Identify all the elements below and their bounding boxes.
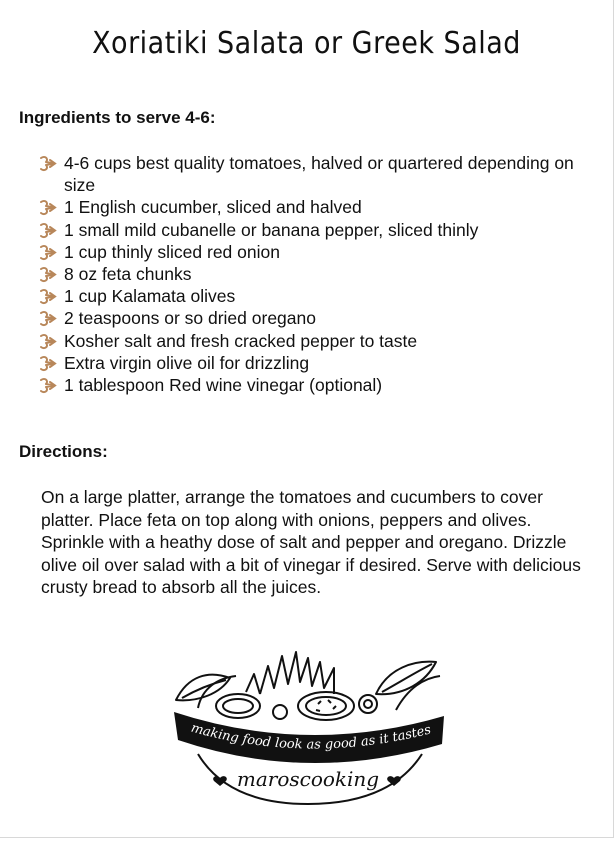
ingredient-item [38,374,578,396]
ingredient-text: 4-6 cups best quality tomatoes, halved or quartered depending on size [64,153,574,196]
chevron-heart-icon [38,310,60,327]
ingredient-text: 1 tablespoon Red wine vinegar (optional) [64,375,383,396]
ingredient-text: 1 small mild cubanelle or banana pepper, sliced thinly [64,219,479,240]
chevron-heart-icon [38,199,60,216]
ingredients-heading: Ingredients to serve 4-6: [19,108,216,127]
ingredient-item [38,352,578,374]
chevron-heart-icon [38,266,60,283]
heart-icon [213,776,227,786]
chevron-heart-icon [38,288,60,305]
ingredient-item [38,219,578,241]
ingredient-text: 1 cup Kalamata olives [64,286,236,307]
ingredient-text: 1 cup thinly sliced red onion [64,241,280,262]
logo-tagline: making food look as good as it tastes [189,720,433,753]
ingredient-item [38,307,578,329]
chevron-heart-icon [38,222,60,239]
ingredient-item [38,330,578,352]
ingredient-text: Kosher salt and fresh cracked pepper to taste [64,330,418,351]
chevron-heart-icon [38,333,60,350]
ingredient-item [38,241,578,263]
directions-heading: Directions: [19,442,108,461]
chevron-heart-icon [38,377,60,394]
chevron-heart-icon [38,355,60,372]
ingredient-item [38,263,578,285]
chevron-heart-icon [38,244,60,261]
chevron-heart-icon [38,155,60,172]
ingredient-text: Extra virgin olive oil for drizzling [64,352,310,373]
maroscooking-logo [168,648,448,808]
ingredient-item [38,152,578,196]
recipe-title: Xoriatiki Salata or Greek Salad [92,26,521,61]
salad-greens-icon [176,652,440,720]
ingredient-item [38,196,578,218]
directions-text: On a large platter, arrange the tomatoes and cucumbers to cover platter. Place feta on top along with onions, peppers and olives. Sprinkle with a heathy dose of salt and pepper and oregano. Drizzle olive oil over salad with a bit of vinegar if desired. Serve with delicious crusty bread to absorb all the juices. [41,487,581,597]
ingredient-text: 2 teaspoons or so dried oregano [64,308,316,329]
ingredient-text: 8 oz feta chunks [64,264,192,285]
logo-brand: maroscooking [236,767,380,791]
ingredient-item [38,285,578,307]
ingredient-text: 1 English cucumber, sliced and halved [64,197,362,218]
ingredients-list [38,152,578,396]
